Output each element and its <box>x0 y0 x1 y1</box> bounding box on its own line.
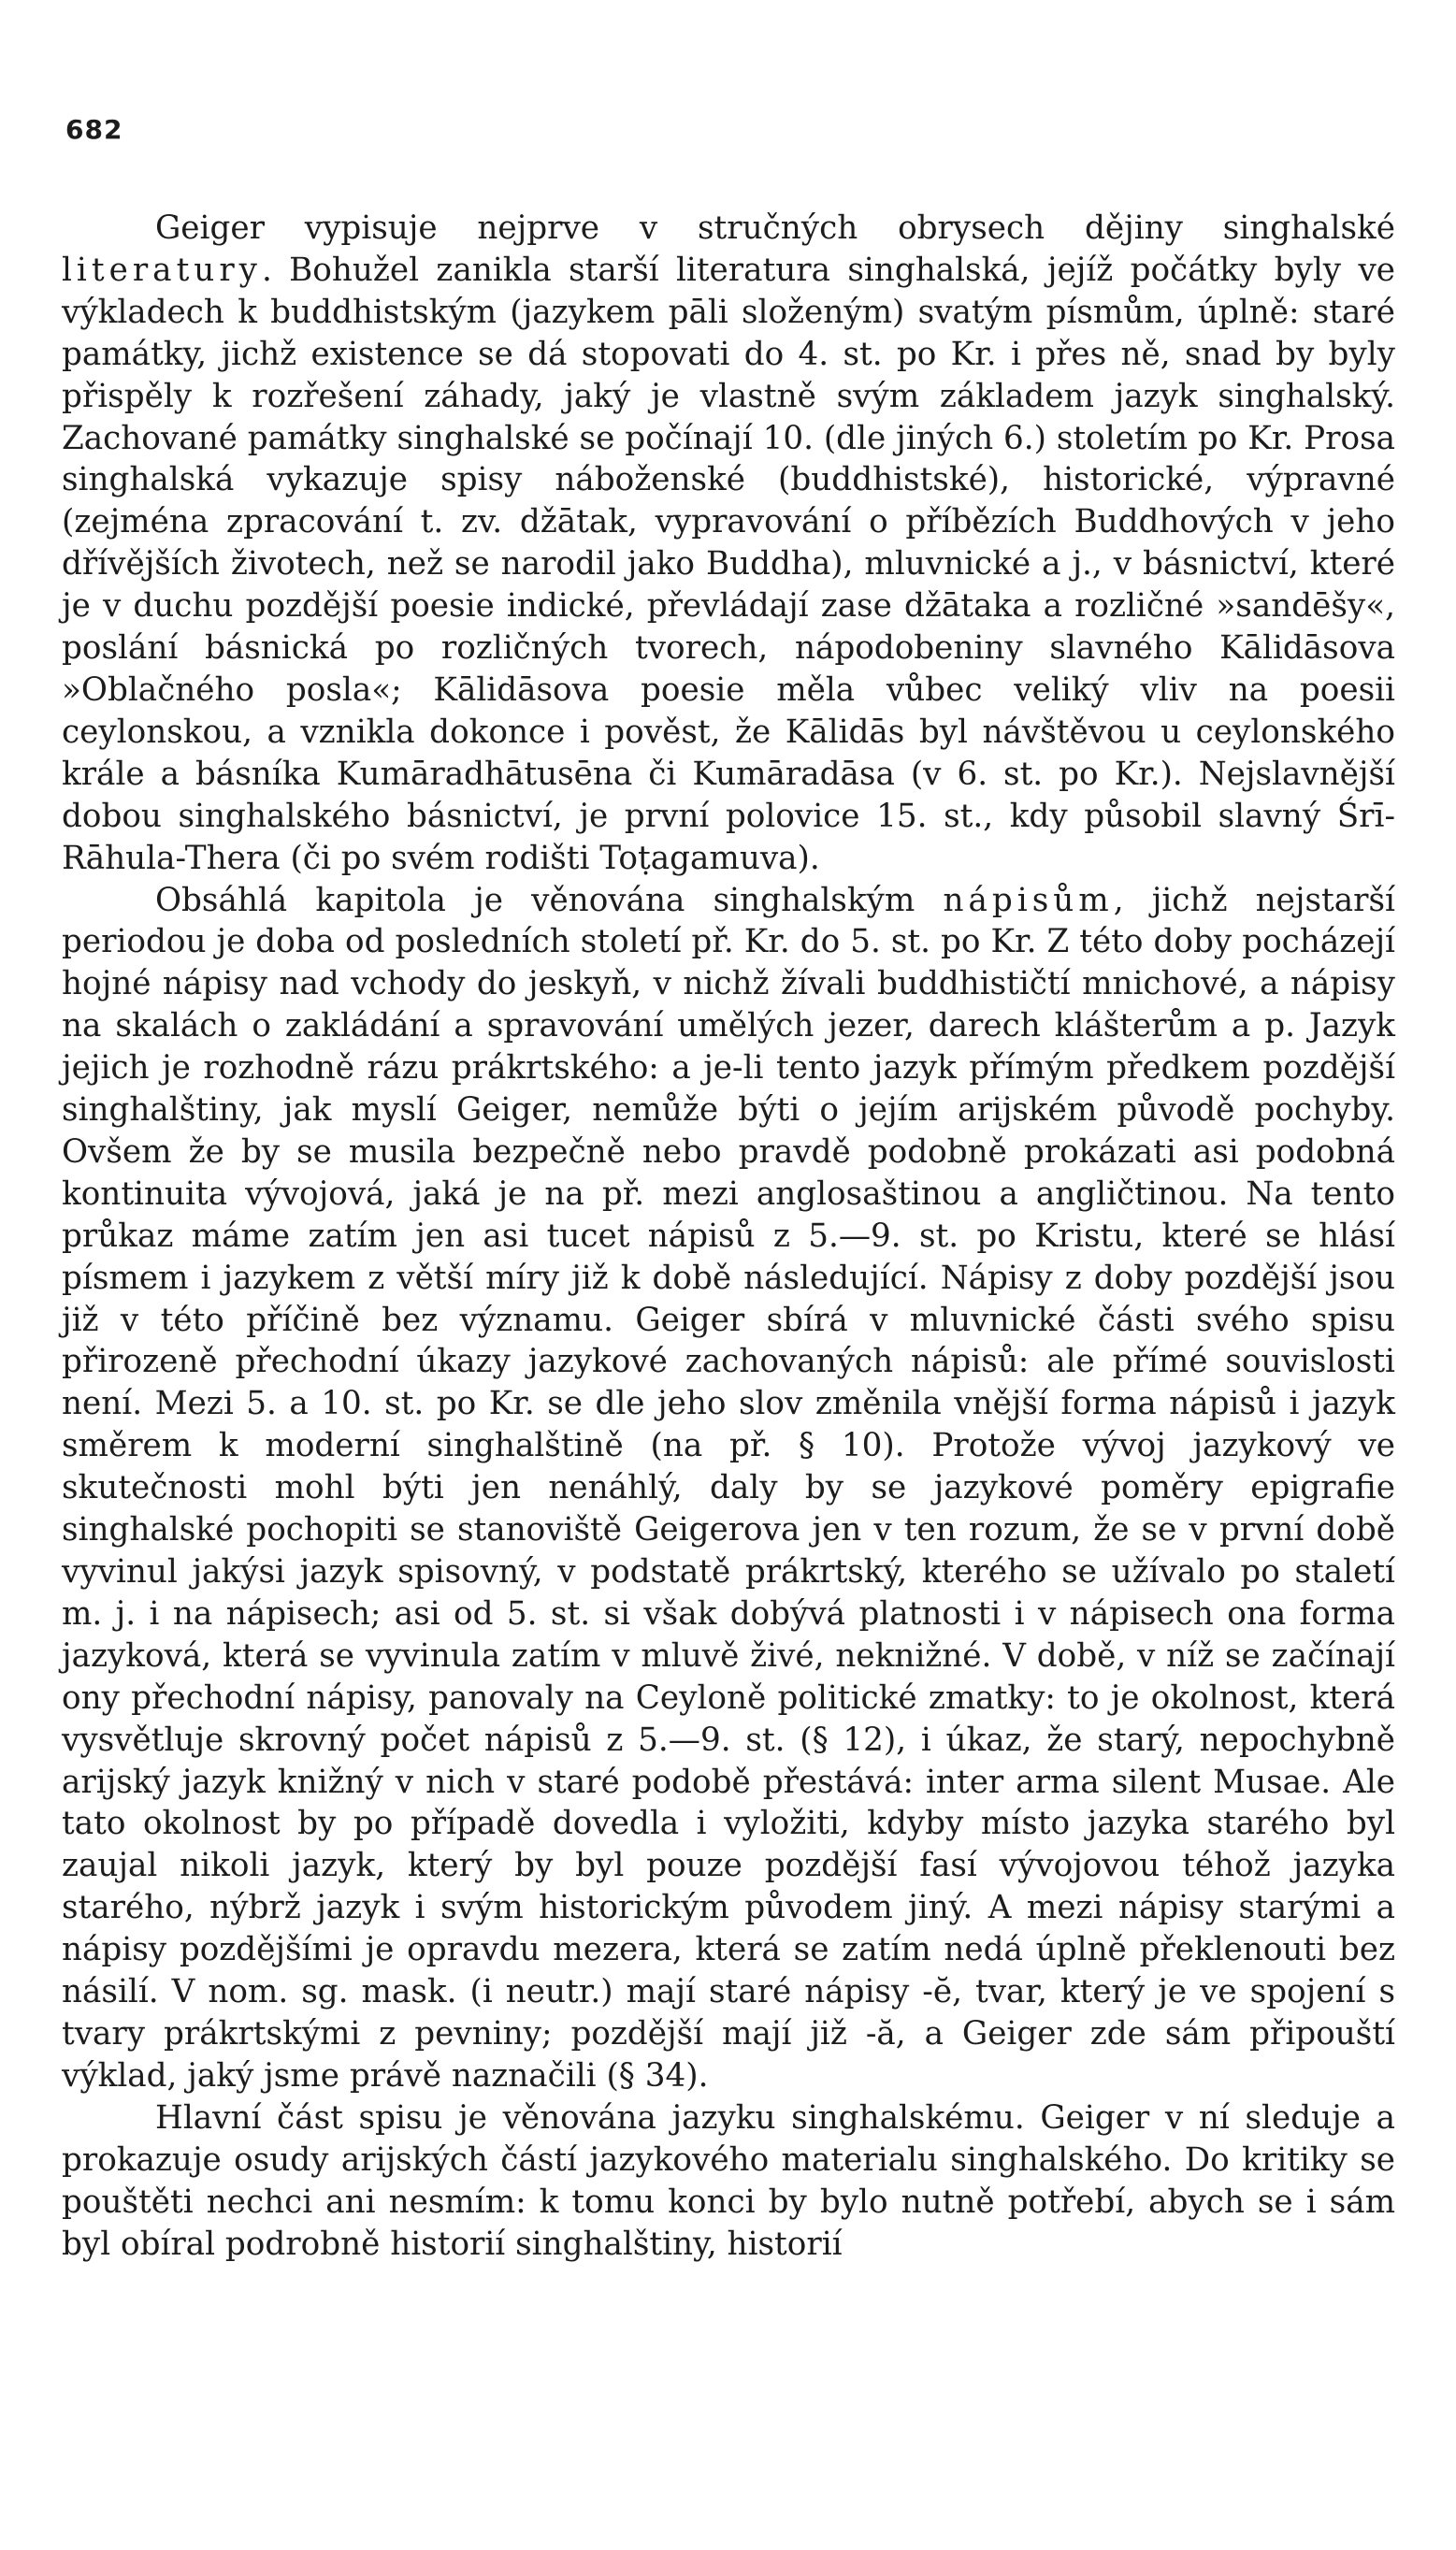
paragraph-text: . Bohužel zanikla starší literatura singhalská, jejíž počátky byly ve výkladech k buddhistským (jazykem pāli složeným) svatým písmům, úplně: staré památky, jichž existence se dá stopovati do 4. st. po Kr. i přes ně, snad by byly přispěly k rozřešení záhady, jaký je vlastně svým základem jazyk singhalský. Zachované památky singhalské se počínají 10. (dle jiných 6.) stoletím po Kr. Prosa singhalská vykazuje spisy náboženské (buddhistské), historické, výpravné (zejména zpracování t. zv. džātak, vypravování o příbězích Buddhových v jeho dřívějších životech, než se narodil jako Buddha), mluvnické a j., v básnictví, které je v duchu pozdější poesie indické, převládají zase džātaka a rozličné »sandēšy«, poslání básnická po rozličných tvorech, nápodobeniny slavného Kālidāsova »Oblačného posla«; Kālidāsova poesie měla vůbec veliký vliv na poesii ceylonskou, a vznikla dokonce i pověst, že Kālidās byl návštěvou u ceylonského krále a básníka Kumāradhātusēna či Kumāradāsa (v 6. st. po Kr.). Nejslavnější dobou singhalského básnictví, je první polovice 15. st., kdy působil slavný Śrī-Rāhula-Thera (či po svém rodišti Toṭagamuva). <box>62 251 1395 877</box>
paragraph-text: Hlavní část spisu je věnována jazyku singhalskému. Geiger v ní sleduje a prokazuje osudy arijských částí jazykového materialu singhalského. Do kritiky se pouštěti nechci ani nesmím: k tomu konci by bylo nutně potřebí, abych se i sám byl obíral podrobně historií singhalštiny, historií <box>62 2098 1395 2263</box>
paragraph-literature <box>62 208 1395 880</box>
paragraph-text: Obsáhlá kapitola je věnována singhalským <box>155 881 944 919</box>
paragraph-language <box>62 2097 1395 2266</box>
paragraph-text: , jichž nejstarší periodou je doba od posledních století př. Kr. do 5. st. po Kr. Z této doby pocházejí hojné nápisy nad vchody do jeskyň, v nichž žívali buddhističtí mnichové, a nápisy na skalách o zakládání a spravování umělých jezer, darech klášterům a p. Jazyk jejich je rozhodně rázu prákrtského: a je-li tento jazyk přímým předkem pozdější singhalštiny, jak myslí Geiger, nemůže býti o jejím arijském původě pochyby. Ovšem že by se musila bezpečně nebo pravdě podobně prokázati asi podobná kontinuita vývojová, jaká je na př. mezi anglosaštinou a angličtinou. Na tento průkaz máme zatím jen asi tucet nápisů z 5.—9. st. po Kristu, které se hlásí písmem i jazykem z větší míry již k době následující. Nápisy z doby pozdější jsou již v této příčině bez významu. Geiger sbírá v mluvnické části svého spisu přirozeně přechodní úkazy jazykové zachovaných nápisů: ale přímé souvislosti není. Mezi 5. a 10. st. po Kr. se dle jeho slov změnila vnější forma nápisů i jazyk směrem k moderní singhalštině (na př. § 10). Protože vývoj jazykový ve skutečnosti mohl býti jen nenáhlý, daly by se jazykové poměry epigrafie singhalské pochopiti se stanoviště Geigerova jen v ten rozum, že se v první době vyvinul jakýsi jazyk spisovný, v podstatě prákrtský, kterého se užívalo po staletí m. j. i na nápisech; asi od 5. st. si však dobývá platnosti i v nápisech ona forma jazyková, která se vyvinula zatím v mluvě živé, neknižné. V době, v níž se začínají ony přechodní nápisy, panovaly na Ceyloně politické zmatky: to je okolnost, která vysvětluje skrovný počet nápisů z 5.—9. st. (§ 12), i úkaz, že starý, nepochybně arijský jazyk knižný v nich v staré podobě přestává: inter arma silent Musae. Ale tato okolnost by po případě dovedla i vyložiti, kdyby místo jazyka starého byl zaujal nikoli jazyk, který by byl pouze pozdější fasí vývojovou téhož jazyka starého, nýbrž jazyk i svým historickým původem jiný. A mezi nápisy starými a nápisy pozdějšími je opravdu mezera, která se zatím nedá úplně překlenouti bez násilí. V nom. sg. mask. (i neutr.) mají staré nápisy -ĕ, tvar, který je ve spojení s tvary prákrtskými z pevniny; pozdější mají již -ă, a Geiger zde sám připouští výklad, jaký jsme právě naznačili (§ 34). <box>62 881 1395 2095</box>
paragraph-text: Geiger vypisuje nejprve v stručných obrysech dějiny singhalské <box>155 209 1395 247</box>
body-text <box>62 208 1395 2265</box>
emphasis-napisum: nápisům <box>943 881 1114 919</box>
paragraph-inscriptions <box>62 880 1395 2097</box>
emphasis-literatury: literatury <box>62 251 262 289</box>
page-number: 682 <box>65 114 123 145</box>
